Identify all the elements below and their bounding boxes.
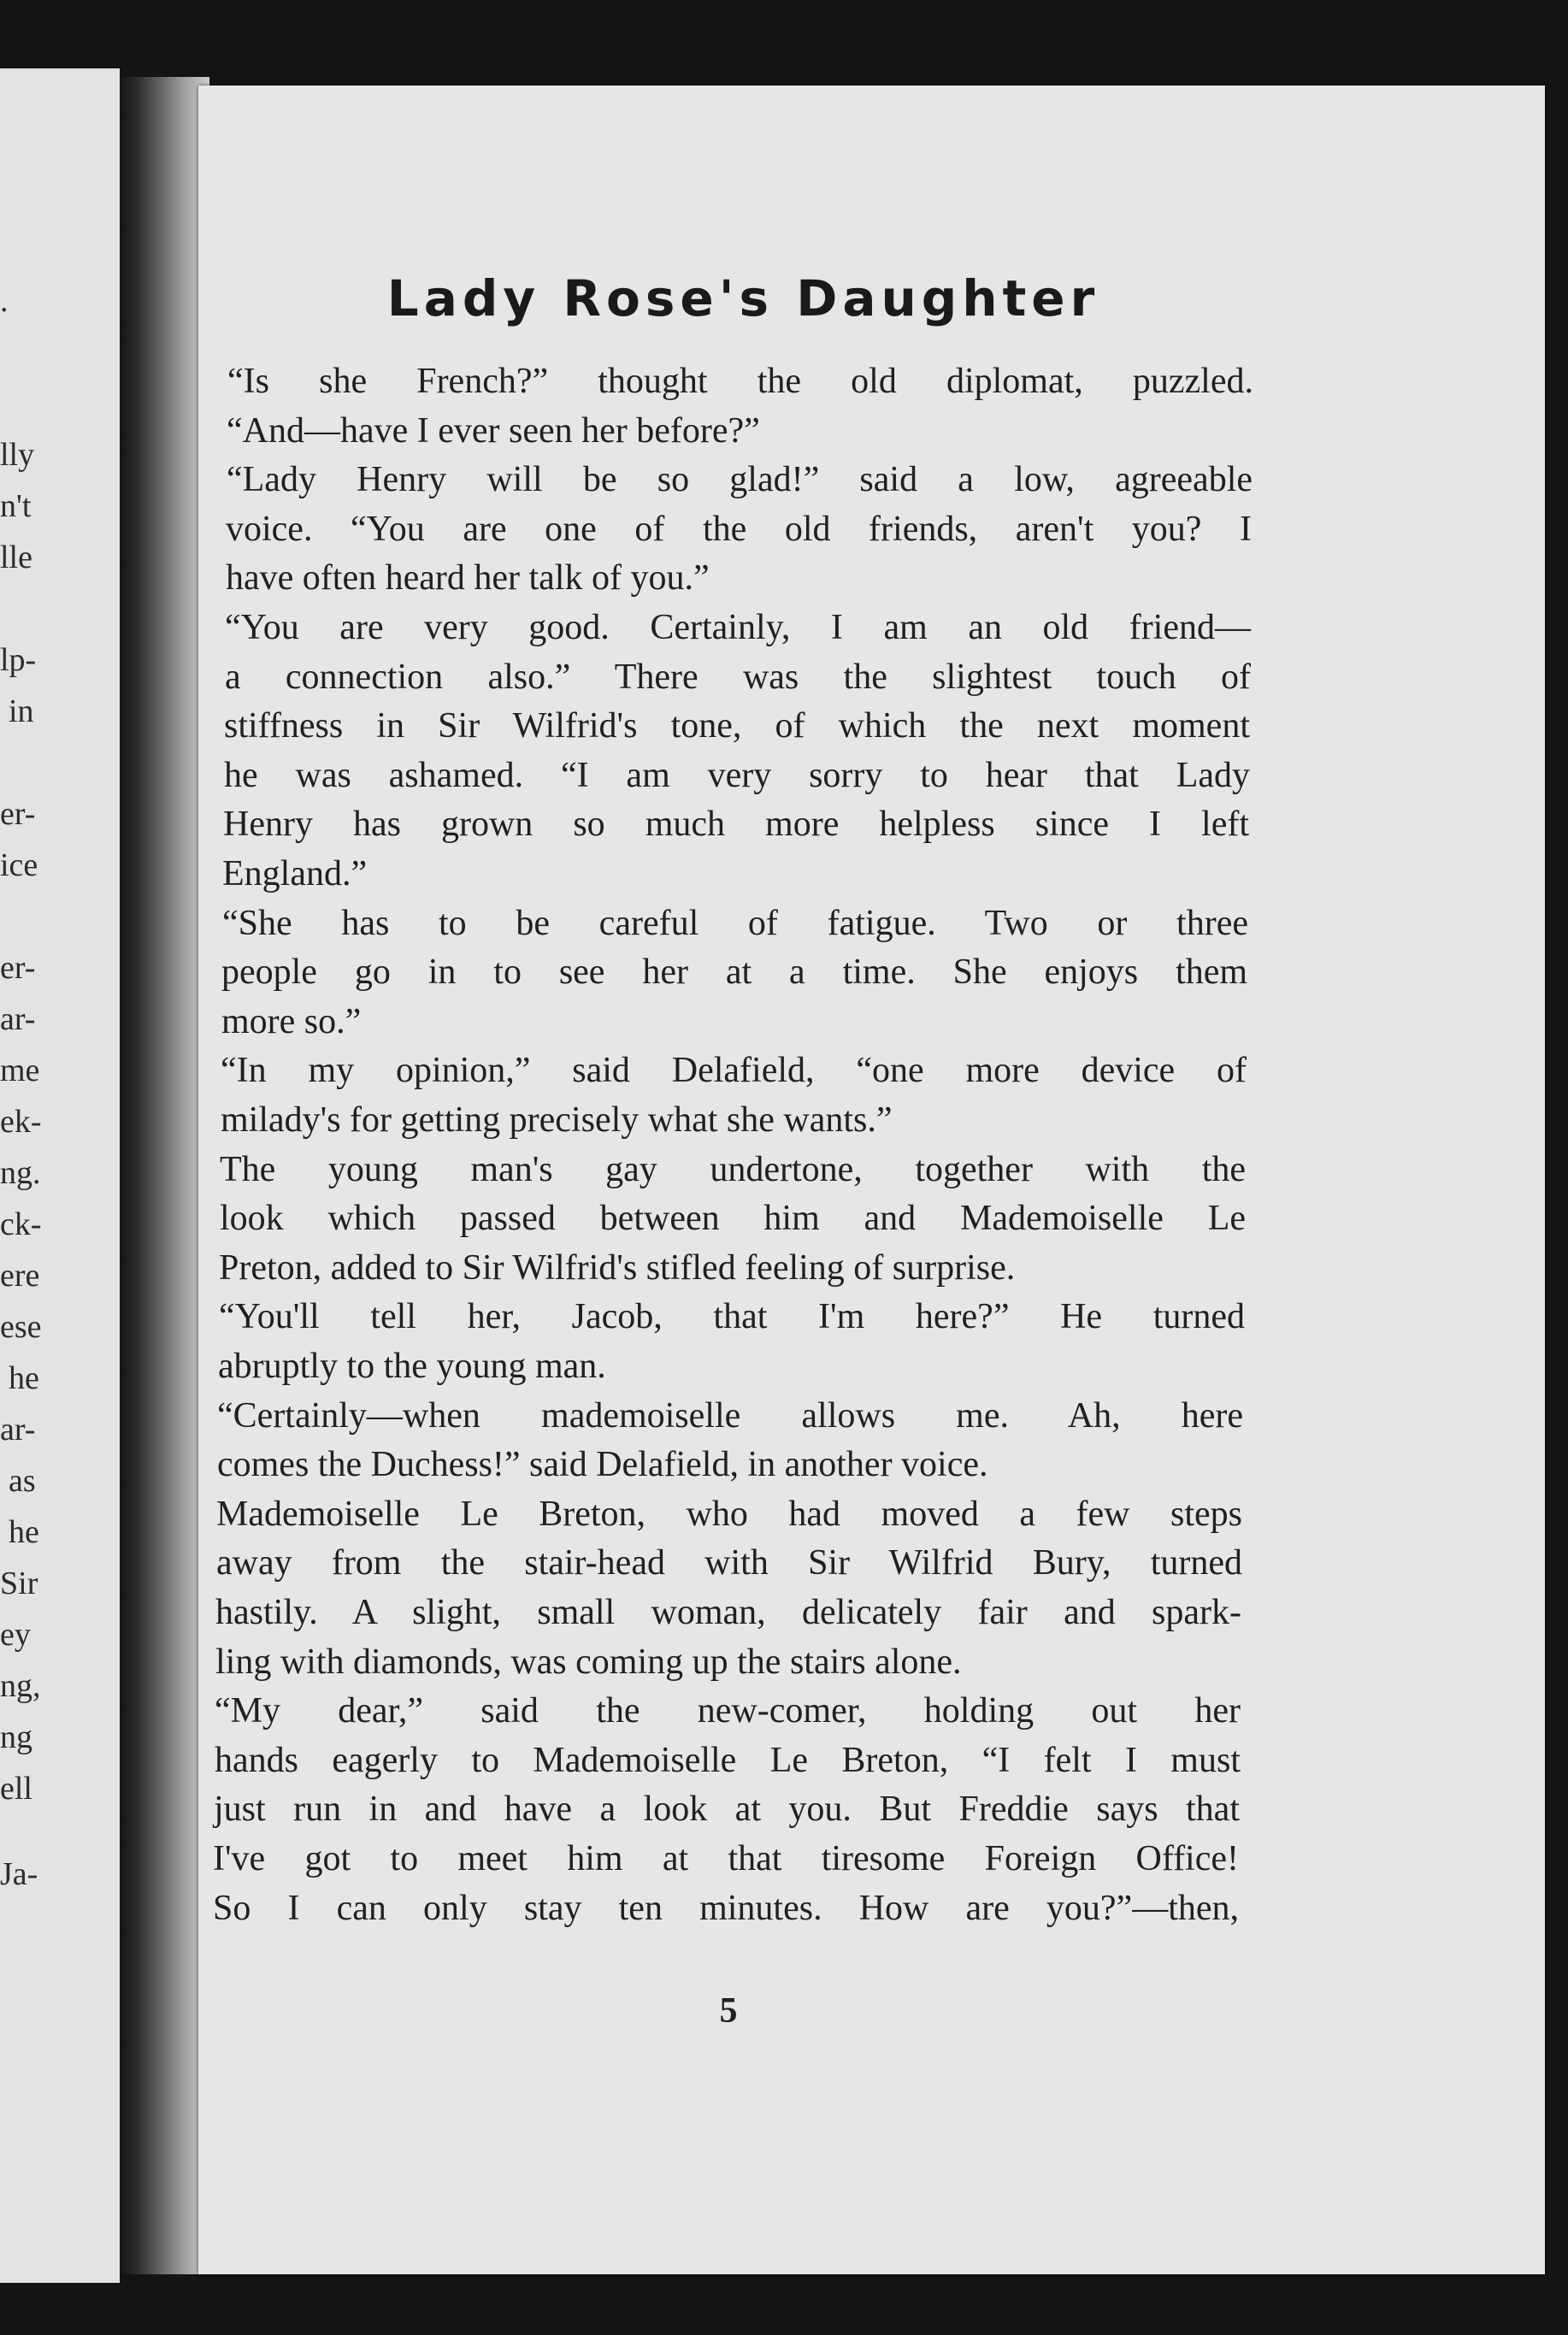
page-number: 5 — [719, 1991, 738, 2031]
text-line: milady's for getting precisely what she wants.” — [221, 1100, 893, 1140]
text-line: Henry has grown so much more helpless since I left — [223, 805, 1249, 845]
text-line: The young man's gay undertone, together with the — [220, 1149, 1246, 1189]
facing-page-fragment: ck- — [0, 1206, 42, 1242]
facing-page-fragment: ere — [0, 1258, 40, 1294]
facing-page-fragment: ice — [0, 847, 38, 883]
text-line: hands eagerly to Mademoiselle Le Breton, “I felt I must — [215, 1740, 1241, 1780]
facing-page-fragment: er- — [0, 950, 36, 986]
facing-page-edge — [0, 68, 120, 2283]
facing-page-fragment: lle — [0, 540, 32, 575]
facing-page-fragment: me — [0, 1053, 40, 1088]
text-line: a connection also.” There was the slightest touch of — [225, 657, 1251, 697]
text-line: voice. “You are one of the old friends, aren't you? I — [226, 509, 1252, 549]
facing-page-fragment: ell — [0, 1771, 32, 1807]
text-line: more so.” — [221, 1001, 362, 1041]
text-line: “You are very good. Certainly, I am an old friend— — [225, 608, 1251, 647]
facing-page-fragment: as — [9, 1463, 36, 1499]
facing-page-fragment: . — [0, 283, 9, 319]
facing-page-fragment: Ja- — [0, 1856, 38, 1892]
facing-page-fragment: he — [9, 1514, 39, 1550]
text-line: just run in and have a look at you. But Freddie says that — [214, 1790, 1240, 1830]
text-line: “Is she French?” thought the old diplomat, puzzled. — [227, 362, 1253, 401]
text-line: he was ashamed. “I am very sorry to hear that Lady — [224, 755, 1250, 795]
text-line: “Lady Henry will be so glad!” said a low, agreeable — [227, 460, 1253, 500]
facing-page-fragment: ar- — [0, 1001, 36, 1037]
text-line: “In my opinion,” said Delafield, “one more device of — [221, 1051, 1247, 1091]
running-title: Lady Rose's Daughter — [386, 269, 1100, 327]
facing-page-fragment: lly — [0, 437, 35, 473]
text-line: So I can only stay ten minutes. How are you?”—then, — [213, 1888, 1239, 1928]
text-line: away from the stair-head with Sir Wilfrid Bury, turned — [216, 1543, 1242, 1583]
text-line: “You'll tell her, Jacob, that I'm here?” He turned — [219, 1297, 1245, 1337]
facing-page-fragment: ng — [0, 1719, 32, 1755]
facing-page-fragment: Sir — [0, 1566, 38, 1601]
text-line: stiffness in Sir Wilfrid's tone, of which the next moment — [224, 706, 1250, 746]
text-line: have often heard her talk of you.” — [226, 558, 710, 598]
facing-page-fragment: he — [9, 1360, 39, 1396]
text-line: I've got to meet him at that tiresome Foreign Office! — [213, 1839, 1239, 1878]
facing-page-fragment: lp- — [0, 642, 37, 678]
text-line: ling with diamonds, was coming up the stairs alone. — [215, 1642, 962, 1682]
facing-page-fragment: ng. — [0, 1155, 41, 1191]
facing-page-fragment: er- — [0, 796, 36, 832]
book-gutter-shadow — [120, 77, 209, 2274]
facing-page-fragment: ey — [0, 1617, 31, 1653]
text-line: “And—have I ever seen her before?” — [227, 410, 760, 451]
text-line: comes the Duchess!” said Delafield, in another voice. — [217, 1445, 988, 1485]
text-line: Preton, added to Sir Wilfrid's stifled feeling of surprise. — [219, 1247, 1016, 1288]
book-page — [198, 85, 1545, 2274]
text-line: look which passed between him and Mademoiselle Le — [220, 1199, 1246, 1239]
text-line: hastily. A slight, small woman, delicately fair and spark- — [215, 1593, 1241, 1632]
text-line: Mademoiselle Le Breton, who had moved a few steps — [216, 1494, 1242, 1534]
text-line: people go in to see her at a time. She enjoys them — [221, 952, 1247, 993]
facing-page-fragment: in — [9, 693, 34, 729]
facing-page-fragment: n't — [0, 488, 32, 524]
text-line: “My dear,” said the new-comer, holding out her — [215, 1691, 1241, 1731]
text-line: England.” — [222, 854, 368, 893]
facing-page-fragment: ng, — [0, 1668, 41, 1704]
text-line: “Certainly—when mademoiselle allows me. Ah, here — [217, 1395, 1243, 1436]
facing-page-fragment: ese — [0, 1309, 42, 1345]
facing-page-fragment: ek- — [0, 1104, 42, 1140]
text-line: “She has to be careful of fatigue. Two or three — [222, 903, 1248, 943]
text-line: abruptly to the young man. — [218, 1347, 606, 1386]
facing-page-fragment: ar- — [0, 1412, 36, 1448]
